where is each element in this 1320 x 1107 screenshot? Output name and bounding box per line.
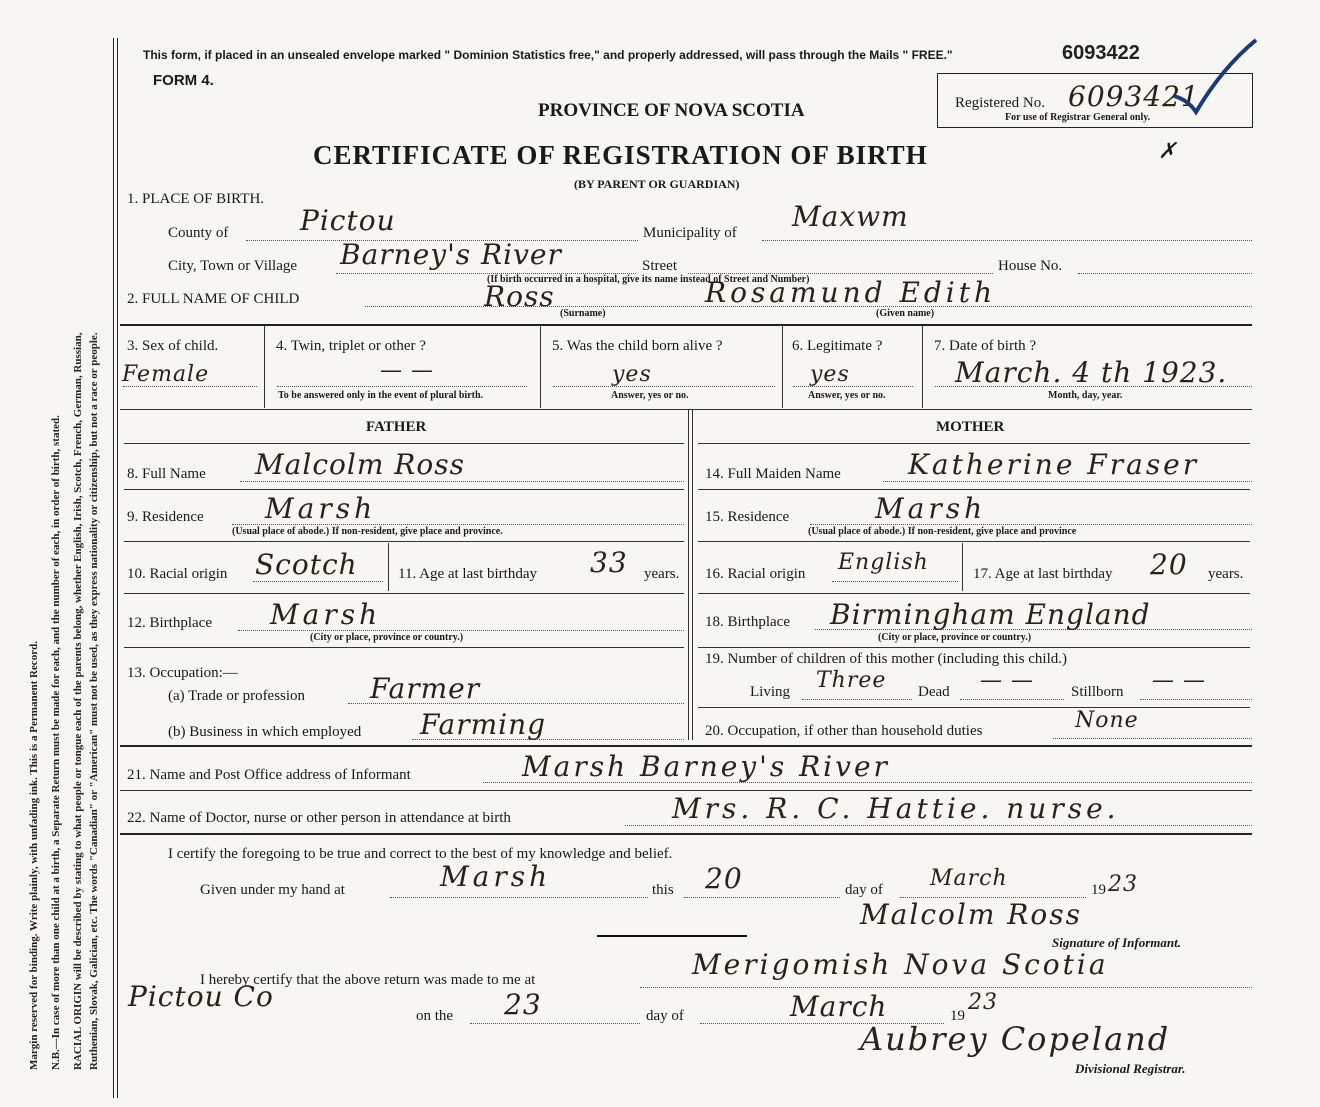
municipality-label: Municipality of <box>643 225 737 241</box>
margin-note-racial-origin-2: Ruthenian, Slovak, Galician, etc. The words "Canadian" or "American" must not be used, as they express nationality or citizenship, but not a race or people. <box>88 332 100 1070</box>
twin-value: — — <box>380 358 434 383</box>
registrar-place-county: Pictou Co <box>128 980 274 1013</box>
trade-value: Farmer <box>370 672 481 705</box>
dob-label: 7. Date of birth ? <box>934 338 1037 354</box>
county-label: County of <box>168 225 229 241</box>
dead-value: — — <box>980 668 1034 693</box>
registered-label: Registered No. <box>955 95 1045 111</box>
place-of-birth-label: 1. PLACE OF BIRTH. <box>127 191 265 207</box>
certify-year: 23 <box>1108 872 1138 897</box>
house-label: House No. <box>998 258 1063 274</box>
registrar-year-prefix: 19 <box>950 1008 965 1024</box>
province-title: PROVINCE OF NOVA SCOTIA <box>538 100 805 121</box>
margin-note-multiple-births: N.B.—In case of more than one child at a birth, a Separate Return must be made for each, and the number of each, in order of birth, stated. <box>50 415 62 1070</box>
twin-note: To be answered only in the event of plural birth. <box>278 390 484 401</box>
twin-label: 4. Twin, triplet or other ? <box>276 338 426 354</box>
registrar-signature-label: Divisional Registrar. <box>1075 1061 1186 1076</box>
mother-birthplace-caption: (City or place, province or country.) <box>878 632 1032 643</box>
registrar-place: Merigomish Nova Scotia <box>692 948 1109 981</box>
certificate-title: CERTIFICATE OF REGISTRATION OF BIRTH <box>313 140 928 170</box>
certify-place: Marsh <box>440 860 552 893</box>
dead-label: Dead <box>918 684 950 700</box>
registrar-month: March <box>790 990 888 1023</box>
mother-residence-label: 15. Residence <box>705 509 790 525</box>
children-count-label: 19. Number of children of this mother (including this child.) <box>705 651 1068 667</box>
father-heading: FATHER <box>366 419 427 435</box>
registrar-year: 23 <box>968 990 998 1015</box>
scribble-mark: ✗ <box>1158 138 1177 163</box>
mother-birthplace: Birmingham England <box>830 598 1151 631</box>
county-value: Pictou <box>300 204 396 237</box>
check-mark-icon <box>1170 38 1260 118</box>
child-name-label: 2. FULL NAME OF CHILD <box>127 291 300 307</box>
occupation-label: 13. Occupation:— <box>127 665 238 681</box>
father-racial: Scotch <box>255 548 358 581</box>
living-label: Living <box>750 684 790 700</box>
mother-age: 20 <box>1150 548 1188 581</box>
informant-signature: Malcolm Ross <box>860 898 1082 931</box>
father-age: 33 <box>590 546 628 579</box>
mother-heading: MOTHER <box>936 419 1005 435</box>
father-age-years: years. <box>644 566 680 582</box>
father-racial-label: 10. Racial origin <box>127 566 228 582</box>
this-label: this <box>652 882 674 898</box>
dob-value: March. 4 th 1923. <box>955 356 1228 389</box>
father-residence: Marsh <box>265 492 377 525</box>
doctor-label: 22. Name of Doctor, nurse or other person in attendance at birth <box>127 810 511 826</box>
sex-value: Female <box>122 362 210 387</box>
mother-name-label: 14. Full Maiden Name <box>705 466 841 482</box>
mother-age-label: 17. Age at last birthday <box>973 566 1113 582</box>
city-value: Barney's River <box>340 238 562 271</box>
doctor-value: Mrs. R. C. Hattie. nurse. <box>672 792 1120 825</box>
mother-racial-label: 16. Racial origin <box>705 566 806 582</box>
father-name: Malcolm Ross <box>255 448 465 481</box>
father-birthplace-caption: (City or place, province or country.) <box>310 632 464 643</box>
child-surname: Ross <box>484 280 555 313</box>
surname-caption: (Surname) <box>560 308 606 319</box>
living-value: Three <box>816 668 887 693</box>
mother-residence: Marsh <box>875 492 987 525</box>
registered-number: 6093421 <box>1068 80 1200 113</box>
registrar-on-label: on the <box>416 1008 454 1024</box>
registrar-certify-text: I hereby certify that the above return was made to me at <box>200 972 536 988</box>
mother-name: Katherine Fraser <box>908 448 1200 481</box>
stillborn-label: Stillborn <box>1071 684 1124 700</box>
trade-label: (a) Trade or profession <box>168 688 306 704</box>
registrar-signature: Aubrey Copeland <box>860 1020 1171 1058</box>
child-given-name: Rosamund Edith <box>705 276 997 309</box>
certify-month: March <box>930 866 1008 891</box>
stamped-number: 6093422 <box>1062 42 1140 64</box>
city-label: City, Town or Village <box>168 258 298 274</box>
margin-note-binding: Margin reserved for binding. Write plainly, with unfading ink. This is a Permanent Record. <box>28 641 40 1070</box>
dob-caption: Month, day, year. <box>1048 390 1123 401</box>
legitimate-label: 6. Legitimate ? <box>792 338 883 354</box>
business-value: Farming <box>420 708 547 741</box>
father-residence-label: 9. Residence <box>127 509 204 525</box>
mail-notice: This form, if placed in an unsealed envelope marked " Dominion Statistics free," and properly addressed, will pass through the Mails " FREE." <box>143 48 953 62</box>
informant-signature-label: Signature of Informant. <box>1052 935 1181 950</box>
given-name-caption: (Given name) <box>876 308 935 319</box>
informant-value: Marsh Barney's River <box>522 750 890 783</box>
mother-residence-caption: (Usual place of abode.) If non-resident, give place and province <box>808 526 1077 537</box>
mother-occupation: None <box>1075 708 1139 733</box>
father-name-label: 8. Full Name <box>127 466 206 482</box>
father-residence-caption: (Usual place of abode.) If non-resident, give place and province. <box>232 526 503 537</box>
certify-year-prefix: 19 <box>1091 882 1106 898</box>
mother-racial: English <box>838 550 929 575</box>
certify-day-of-label: day of <box>845 882 883 898</box>
born-alive-value: yes <box>612 362 652 387</box>
certify-text: I certify the foregoing to be true and correct to the best of my knowledge and belief. <box>168 846 673 862</box>
municipality-value: Maxwm <box>792 200 909 233</box>
sex-label: 3. Sex of child. <box>127 338 219 354</box>
father-birthplace: Marsh <box>270 598 382 631</box>
born-alive-caption: Answer, yes or no. <box>611 390 689 401</box>
margin-note-racial-origin: RACIAL ORIGIN will be described by stating to what people or tongue each of the parents belong, whether English, Irish, Scotch, French, German, Russian, <box>72 332 84 1070</box>
informant-label: 21. Name and Post Office address of Informant <box>127 767 411 783</box>
mother-age-years: years. <box>1208 566 1244 582</box>
certificate-subtitle: (BY PARENT OR GUARDIAN) <box>574 177 740 191</box>
hospital-note: (If birth occurred in a hospital, give its name instead of Street and Number) <box>487 274 810 285</box>
legitimate-caption: Answer, yes or no. <box>808 390 886 401</box>
legitimate-value: yes <box>810 362 850 387</box>
street-label: Street <box>642 258 677 274</box>
certify-day: 20 <box>705 862 743 895</box>
mother-occupation-label: 20. Occupation, if other than household duties <box>705 723 983 739</box>
father-birthplace-label: 12. Birthplace <box>127 615 212 631</box>
father-age-label: 11. Age at last birthday <box>398 566 537 582</box>
form-number: FORM 4. <box>153 72 214 89</box>
registrar-note: For use of Registrar General only. <box>1005 112 1151 123</box>
registrar-day-of-label: day of <box>646 1008 684 1024</box>
stillborn-value: — — <box>1152 668 1206 693</box>
business-label: (b) Business in which employed <box>168 724 362 740</box>
born-alive-label: 5. Was the child born alive ? <box>552 338 723 354</box>
registrar-day: 23 <box>504 988 542 1021</box>
mother-birthplace-label: 18. Birthplace <box>705 614 790 630</box>
given-under-label: Given under my hand at <box>200 882 345 898</box>
